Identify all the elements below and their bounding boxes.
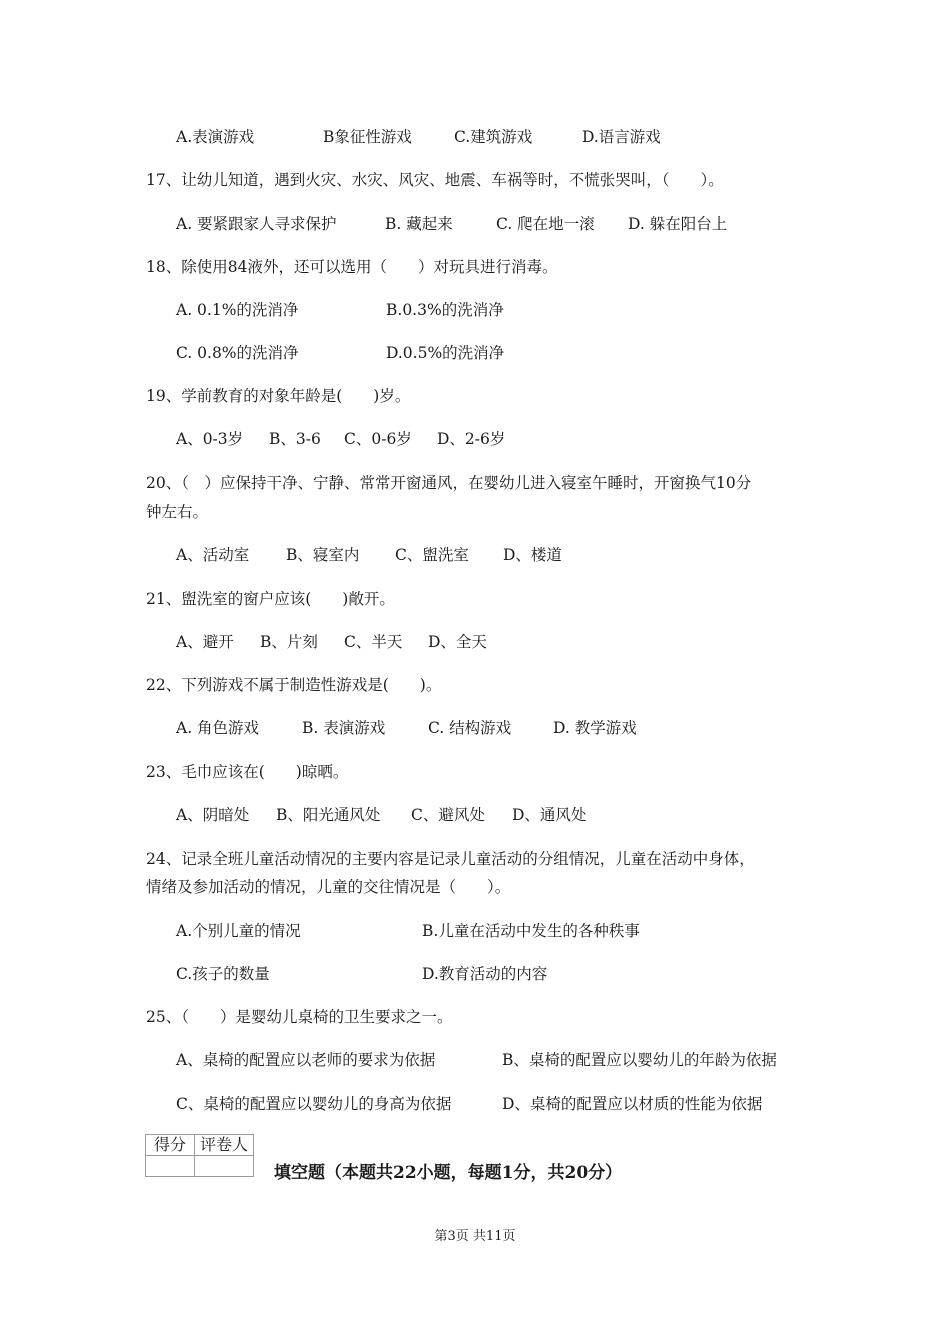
q17-option-b: B. 藏起来 — [385, 215, 453, 233]
q24-text-line2: 情绪及参加活动的情况，儿童的交往情况是（ ）。 — [146, 878, 511, 896]
q20-option-a: A、活动室 — [176, 546, 250, 564]
q22-option-b: B. 表演游戏 — [302, 719, 386, 737]
q23-option-a: A、阴暗处 — [176, 806, 250, 824]
score-box — [145, 1134, 254, 1177]
q23-option-b: B、阳光通风处 — [276, 806, 381, 824]
score-header: 得分 — [146, 1135, 195, 1156]
q22-option-d: D. 教学游戏 — [553, 719, 637, 737]
q16-option-d: D.语言游戏 — [582, 128, 661, 146]
q21-option-a: A、避开 — [176, 633, 234, 651]
q20-text-line1: 20、（ ）应保持干净、宁静、常常开窗通风，在婴幼儿进入寝室午睡时，开窗换气10分 — [146, 474, 752, 492]
q25-option-a: A、桌椅的配置应以老师的要求为依据 — [176, 1051, 436, 1069]
q21-text: 21、盥洗室的窗户应该( )敞开。 — [146, 590, 395, 608]
q16-option-b: B象征性游戏 — [323, 128, 412, 146]
q24-option-b: B.儿童在活动中发生的各种秩事 — [422, 922, 640, 940]
grader-header: 评卷人 — [195, 1135, 254, 1156]
q25-option-b: B、桌椅的配置应以婴幼儿的年龄为依据 — [502, 1051, 777, 1069]
q20-option-b: B、寝室内 — [286, 546, 360, 564]
q25-option-d: D、桌椅的配置应以材质的性能为依据 — [502, 1095, 763, 1113]
q19-option-a: A、0-3岁 — [176, 430, 244, 448]
q17-option-c: C. 爬在地一滚 — [496, 215, 595, 233]
q20-option-c: C、盥洗室 — [395, 546, 469, 564]
q18-option-b: B.0.3%的洗消净 — [386, 301, 504, 319]
q25-text: 25、（ ）是婴幼儿桌椅的卫生要求之一。 — [146, 1008, 453, 1026]
q23-option-d: D、通风处 — [512, 806, 587, 824]
q21-option-c: C、半天 — [344, 633, 403, 651]
q17-option-d: D. 躲在阳台上 — [628, 215, 728, 233]
section-title: 填空题（本题共22小题，每题1分，共20分） — [274, 1163, 623, 1183]
q22-text: 22、下列游戏不属于制造性游戏是( )。 — [146, 676, 442, 694]
q19-option-d: D、2-6岁 — [437, 430, 506, 448]
q23-text: 23、毛巾应该在( )晾晒。 — [146, 763, 349, 781]
grader-cell[interactable] — [195, 1156, 254, 1177]
q21-option-b: B、片刻 — [260, 633, 318, 651]
q22-option-c: C. 结构游戏 — [428, 719, 512, 737]
score-cell[interactable] — [146, 1156, 195, 1177]
q20-option-d: D、楼道 — [503, 546, 562, 564]
q18-option-c: C. 0.8%的洗消净 — [176, 344, 299, 362]
q18-text: 18、除使用84液外，还可以选用（ ）对玩具进行消毒。 — [146, 258, 558, 276]
q19-option-c: C、0-6岁 — [344, 430, 412, 448]
q22-option-a: A. 角色游戏 — [176, 719, 260, 737]
page-number: 第3页 共11页 — [434, 1229, 516, 1244]
q21-option-d: D、全天 — [428, 633, 487, 651]
q25-option-c: C、桌椅的配置应以婴幼儿的身高为依据 — [176, 1095, 452, 1113]
q24-option-d: D.教育活动的内容 — [422, 965, 548, 983]
q20-text-line2: 钟左右。 — [146, 503, 209, 521]
q16-option-c: C.建筑游戏 — [454, 128, 533, 146]
q24-option-a: A.个别儿童的情况 — [176, 922, 301, 940]
q19-option-b: B、3-6 — [269, 430, 321, 448]
q24-option-c: C.孩子的数量 — [176, 965, 270, 983]
q24-text-line1: 24、记录全班儿童活动情况的主要内容是记录儿童活动的分组情况，儿童在活动中身体， — [146, 850, 755, 868]
q19-text: 19、学前教育的对象年龄是( )岁。 — [146, 387, 411, 405]
q18-option-a: A. 0.1%的洗消净 — [176, 301, 299, 319]
q17-text: 17、让幼儿知道，遇到火灾、水灾、风灾、地震、车祸等时，不慌张哭叫，（ ）。 — [146, 171, 724, 189]
q23-option-c: C、避风处 — [411, 806, 485, 824]
q18-option-d: D.0.5%的洗消净 — [386, 344, 505, 362]
q17-option-a: A. 要紧跟家人寻求保护 — [176, 215, 337, 233]
q16-option-a: A.表演游戏 — [176, 128, 255, 146]
